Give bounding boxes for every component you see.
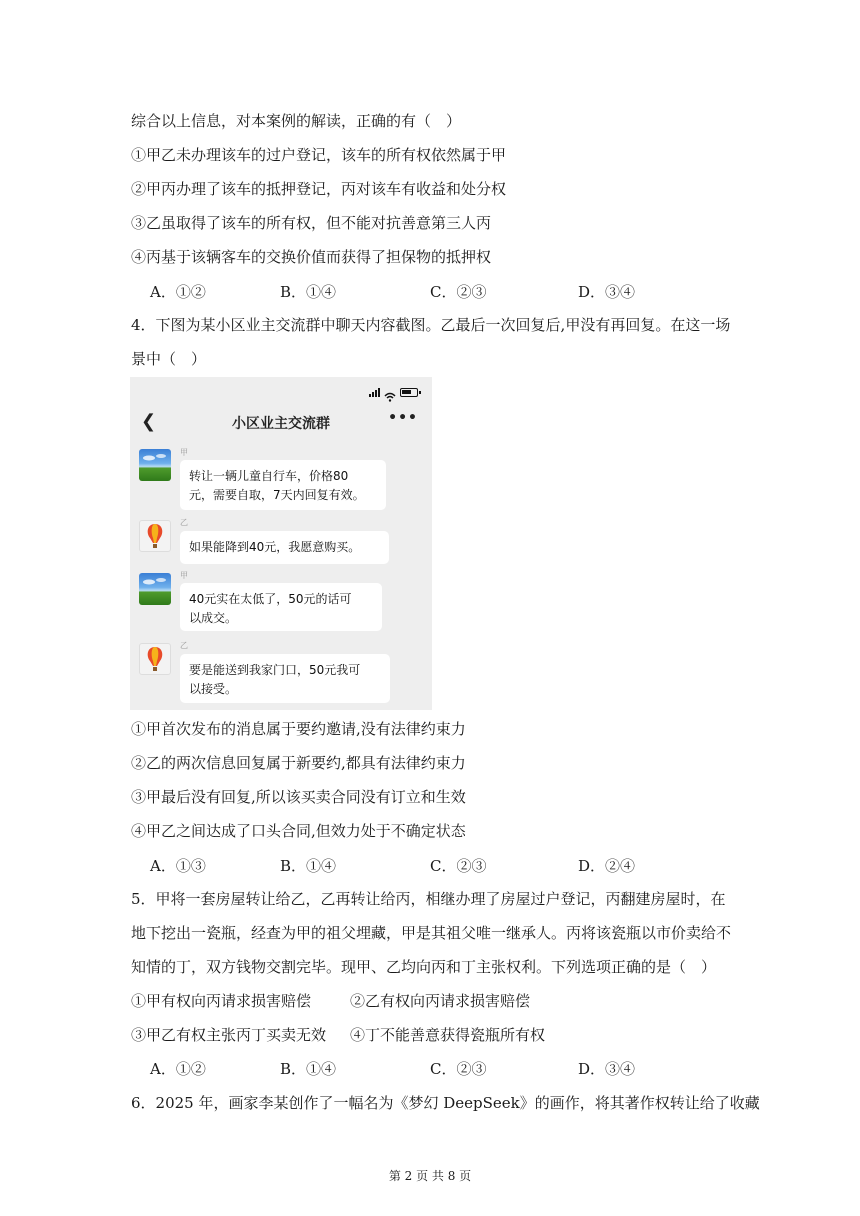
message-text: 40元实在太低了，50元的话可 (189, 592, 352, 606)
q3-statement-4: ④丙基于该辆客车的交换价值而获得了担保物的抵押权 (131, 248, 492, 266)
message-text: 以成交。 (189, 611, 238, 625)
q5-stem-line2: 地下挖出一瓷瓶，经查为甲的祖父埋藏，甲是其祖父唯一继承人。丙将该瓷瓶以市价卖给不 (131, 924, 732, 942)
message-sender: 甲 (180, 571, 188, 580)
q5-option-a[interactable]: A．①② (150, 1060, 206, 1078)
message-bubble (180, 654, 390, 703)
q3-option-a[interactable]: A．①② (150, 283, 206, 301)
battery-icon (400, 388, 418, 397)
message-sender: 甲 (180, 448, 188, 457)
chat-title: 小区业主交流群 (232, 416, 330, 432)
message-text: 元，需要自取，7天内回复有效。 (189, 488, 365, 502)
q4-option-a[interactable]: A．①③ (150, 857, 206, 875)
q4-statement-4: ④甲乙之间达成了口头合同,但效力处于不确定状态 (131, 822, 466, 840)
q4-statement-1: ①甲首次发布的消息属于要约邀请,没有法律约束力 (131, 720, 466, 738)
more-dots-icon[interactable]: ••• (388, 410, 418, 426)
wifi-icon (384, 387, 396, 397)
message-sender: 乙 (180, 641, 188, 650)
landscape-avatar-icon[interactable] (139, 573, 171, 605)
message-text: 转让一辆儿童自行车，价格80 (189, 469, 349, 483)
q5-statement-3: ③甲乙有权主张丙丁买卖无效 (131, 1026, 327, 1044)
q4-option-d[interactable]: D．②④ (578, 857, 636, 875)
q4-statement-3: ③甲最后没有回复,所以该买卖合同没有订立和生效 (131, 788, 466, 806)
message-sender: 乙 (180, 518, 188, 527)
q5-option-d[interactable]: D．③④ (578, 1060, 636, 1078)
q6-stem-line1: 6．2025 年，画家李某创作了一幅名为《梦幻 DeepSeek》的画作，将其著作权转让给了收藏 (131, 1094, 760, 1112)
q5-statement-4: ④丁不能善意获得瓷瓶所有权 (350, 1026, 546, 1044)
signal-icon (369, 388, 380, 397)
q3-statement-3: ③乙虽取得了该车的所有权，但不能对抗善意第三人丙 (131, 214, 492, 232)
message-bubble (180, 583, 382, 631)
q5-statement-1: ①甲有权向丙请求损害赔偿 (131, 992, 312, 1010)
message-bubble (180, 460, 386, 510)
q3-intro: 综合以上信息，对本案例的解读，正确的有（ ） (131, 112, 462, 130)
message-text: 以接受。 (189, 682, 238, 696)
q3-option-d[interactable]: D．③④ (578, 283, 636, 301)
hot-air-balloon-avatar-icon[interactable] (139, 520, 171, 552)
message-bubble (180, 531, 389, 564)
q5-stem-line1: 5．甲将一套房屋转让给乙，乙再转让给丙，相继办理了房屋过户登记，丙翻建房屋时，在 (131, 890, 726, 908)
q5-option-b[interactable]: B．①④ (280, 1060, 337, 1078)
q4-stem-line1: 4．下图为某小区业主交流群中聊天内容截图。乙最后一次回复后,甲没有再回复。在这一场 (131, 316, 731, 334)
q5-statement-2: ②乙有权向丙请求损害赔偿 (350, 992, 531, 1010)
q3-statement-2: ②甲丙办理了该车的抵押登记，丙对该车有收益和处分权 (131, 180, 507, 198)
q5-option-c[interactable]: C．②③ (430, 1060, 487, 1078)
q4-stem-line2: 景中（ ） (131, 350, 207, 368)
q3-option-b[interactable]: B．①④ (280, 283, 337, 301)
chat-screenshot (130, 377, 432, 710)
q4-option-b[interactable]: B．①④ (280, 857, 337, 875)
message-text: 要是能送到我家门口，50元我可 (189, 663, 361, 677)
status-bar (369, 383, 418, 397)
hot-air-balloon-avatar-icon[interactable] (139, 643, 171, 675)
message-text: 如果能降到40元，我愿意购买。 (189, 540, 361, 554)
q4-option-c[interactable]: C．②③ (430, 857, 487, 875)
landscape-avatar-icon[interactable] (139, 449, 171, 481)
q3-option-c[interactable]: C．②③ (430, 283, 487, 301)
q4-statement-2: ②乙的两次信息回复属于新要约,都具有法律约束力 (131, 754, 466, 772)
q5-stem-line3: 知情的丁，双方钱物交割完毕。现甲、乙均向丙和丁主张权利。下列选项正确的是（ ） (131, 958, 717, 976)
chevron-left-icon[interactable]: ❮ (141, 411, 157, 432)
q3-statement-1: ①甲乙未办理该车的过户登记，该车的所有权依然属于甲 (131, 146, 507, 164)
page-footer: 第 2 页 共 8 页 (388, 1169, 472, 1183)
